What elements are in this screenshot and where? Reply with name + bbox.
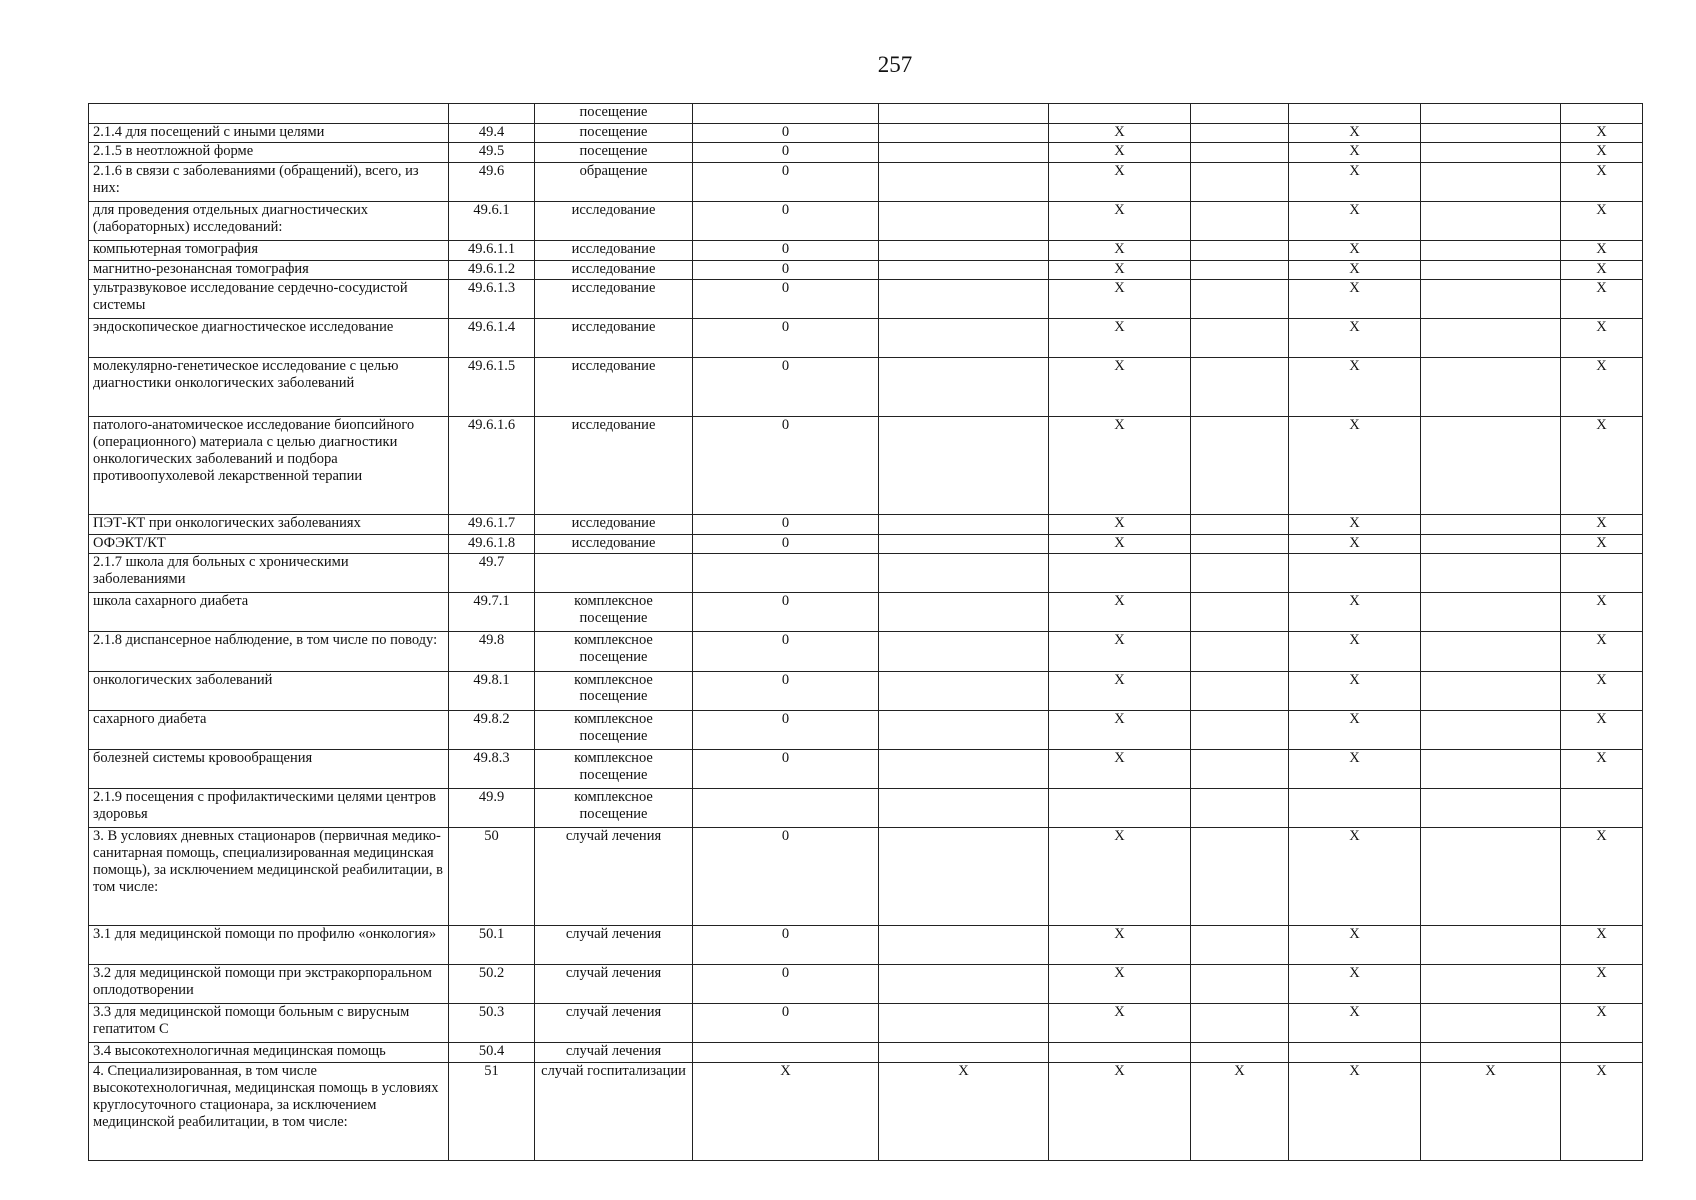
unit-of-measure: [535, 554, 693, 593]
value-cell: X: [1049, 162, 1191, 201]
value-cell: [879, 554, 1049, 593]
value-cell: [1191, 828, 1289, 926]
value-cell: [879, 514, 1049, 534]
unit-of-measure: случай лечения: [535, 1043, 693, 1063]
row-code: 50: [449, 828, 535, 926]
value-cell: [1421, 260, 1561, 280]
indicator-name: ПЭТ-КТ при онкологических заболеваниях: [89, 514, 449, 534]
unit-of-measure: исследование: [535, 240, 693, 260]
value-cell: X: [1289, 201, 1421, 240]
value-cell: [1191, 632, 1289, 671]
value-cell: [1191, 788, 1289, 827]
value-cell: [1191, 358, 1289, 417]
value-cell: X: [1561, 201, 1643, 240]
value-cell: [879, 201, 1049, 240]
value-cell: [879, 749, 1049, 788]
row-code: [449, 104, 535, 124]
value-cell: [1049, 788, 1191, 827]
value-cell: [1289, 104, 1421, 124]
value-cell: [1191, 554, 1289, 593]
row-code: 49.4: [449, 123, 535, 143]
value-cell: X: [1561, 593, 1643, 632]
indicator-name: 2.1.7 школа для больных с хроническими заболеваниями: [89, 554, 449, 593]
row-code: 50.3: [449, 1004, 535, 1043]
unit-of-measure: случай госпитализации: [535, 1062, 693, 1160]
value-cell: [1421, 417, 1561, 515]
value-cell: [1191, 104, 1289, 124]
indicator-name: болезней системы кровообращения: [89, 749, 449, 788]
table-row: [89, 534, 1643, 554]
value-cell: X: [1561, 965, 1643, 1004]
value-cell: X: [1289, 123, 1421, 143]
value-cell: [879, 280, 1049, 319]
row-code: 49.6.1: [449, 201, 535, 240]
unit-of-measure: комплексное посещение: [535, 749, 693, 788]
value-cell: 0: [693, 965, 879, 1004]
value-cell: X: [1049, 749, 1191, 788]
unit-of-measure: исследование: [535, 260, 693, 280]
data-table: [88, 103, 1643, 1161]
table-row: [89, 358, 1643, 417]
value-cell: [879, 319, 1049, 358]
value-cell: X: [1049, 710, 1191, 749]
row-code: 49.6.1.2: [449, 260, 535, 280]
table-row: [89, 671, 1643, 710]
indicator-name: патолого-анатомическое исследование биопсийного (операционного) материала с целью диагностики онкологических заболеваний и подбора противоопухолевой лекарственной терапии: [89, 417, 449, 515]
value-cell: [1421, 514, 1561, 534]
row-code: 49.6: [449, 162, 535, 201]
indicator-name: молекулярно-генетическое исследование с целью диагностики онкологических заболеваний: [89, 358, 449, 417]
indicator-name: сахарного диабета: [89, 710, 449, 749]
value-cell: [879, 1004, 1049, 1043]
indicator-name: 2.1.6 в связи с заболеваниями (обращений), всего, из них:: [89, 162, 449, 201]
value-cell: [693, 788, 879, 827]
indicator-name: 2.1.5 в неотложной форме: [89, 143, 449, 163]
indicator-name: компьютерная томография: [89, 240, 449, 260]
table-row: [89, 554, 1643, 593]
value-cell: X: [1561, 710, 1643, 749]
value-cell: [1191, 240, 1289, 260]
row-code: 50.1: [449, 925, 535, 964]
indicator-name: школа сахарного диабета: [89, 593, 449, 632]
value-cell: X: [1561, 162, 1643, 201]
value-cell: [1421, 554, 1561, 593]
value-cell: [879, 104, 1049, 124]
value-cell: X: [1289, 671, 1421, 710]
value-cell: [1421, 104, 1561, 124]
value-cell: X: [1049, 143, 1191, 163]
value-cell: [1191, 514, 1289, 534]
indicator-name: 3.3 для медицинской помощи больным с вирусным гепатитом С: [89, 1004, 449, 1043]
value-cell: X: [1289, 1004, 1421, 1043]
indicator-name: 2.1.8 диспансерное наблюдение, в том числе по поводу:: [89, 632, 449, 671]
value-cell: [879, 593, 1049, 632]
value-cell: [1191, 671, 1289, 710]
value-cell: [1421, 788, 1561, 827]
value-cell: [1421, 1004, 1561, 1043]
value-cell: 0: [693, 240, 879, 260]
value-cell: [1049, 1043, 1191, 1063]
unit-of-measure: посещение: [535, 123, 693, 143]
value-cell: [1421, 710, 1561, 749]
indicator-name: 2.1.9 посещения с профилактическими целями центров здоровья: [89, 788, 449, 827]
value-cell: X: [1289, 240, 1421, 260]
value-cell: [693, 104, 879, 124]
value-cell: [1289, 554, 1421, 593]
value-cell: [1421, 162, 1561, 201]
unit-of-measure: исследование: [535, 534, 693, 554]
value-cell: [879, 710, 1049, 749]
unit-of-measure: комплексное посещение: [535, 710, 693, 749]
value-cell: [1421, 123, 1561, 143]
indicator-name: 2.1.4 для посещений с иными целями: [89, 123, 449, 143]
table-row: [89, 240, 1643, 260]
value-cell: X: [1561, 632, 1643, 671]
value-cell: [879, 671, 1049, 710]
value-cell: X: [1561, 358, 1643, 417]
row-code: 49.6.1.7: [449, 514, 535, 534]
value-cell: X: [1049, 514, 1191, 534]
value-cell: X: [1561, 749, 1643, 788]
table-row: [89, 104, 1643, 124]
row-code: 49.8.3: [449, 749, 535, 788]
value-cell: X: [1049, 201, 1191, 240]
value-cell: X: [1049, 632, 1191, 671]
value-cell: X: [1561, 534, 1643, 554]
row-code: 49.6.1.4: [449, 319, 535, 358]
value-cell: [1049, 554, 1191, 593]
value-cell: [1049, 104, 1191, 124]
unit-of-measure: посещение: [535, 104, 693, 124]
value-cell: X: [1049, 593, 1191, 632]
value-cell: [1421, 671, 1561, 710]
row-code: 49.8.1: [449, 671, 535, 710]
value-cell: X: [1289, 319, 1421, 358]
indicator-name: 3.1 для медицинской помощи по профилю «онкология»: [89, 925, 449, 964]
value-cell: X: [1289, 417, 1421, 515]
table-row: [89, 632, 1643, 671]
value-cell: [1191, 162, 1289, 201]
indicator-name: 4. Специализированная, в том числе высокотехнологичная, медицинская помощь в условиях круглосуточного стационара, за исключением медицинской реабилитации, в том числе:: [89, 1062, 449, 1160]
value-cell: [1421, 965, 1561, 1004]
value-cell: X: [1561, 280, 1643, 319]
indicator-name: онкологических заболеваний: [89, 671, 449, 710]
unit-of-measure: комплексное посещение: [535, 632, 693, 671]
value-cell: 0: [693, 534, 879, 554]
value-cell: 0: [693, 925, 879, 964]
value-cell: [1191, 925, 1289, 964]
value-cell: X: [1561, 671, 1643, 710]
value-cell: X: [1289, 965, 1421, 1004]
value-cell: X: [1561, 260, 1643, 280]
row-code: 49.6.1.1: [449, 240, 535, 260]
row-code: 49.8.2: [449, 710, 535, 749]
value-cell: X: [1289, 828, 1421, 926]
table-row: [89, 1004, 1643, 1043]
row-code: 49.6.1.6: [449, 417, 535, 515]
unit-of-measure: посещение: [535, 143, 693, 163]
value-cell: [1561, 788, 1643, 827]
value-cell: X: [1049, 534, 1191, 554]
row-code: 49.5: [449, 143, 535, 163]
table-row: [89, 319, 1643, 358]
row-code: 49.6.1.3: [449, 280, 535, 319]
value-cell: X: [1049, 925, 1191, 964]
value-cell: 0: [693, 749, 879, 788]
table-row: [89, 417, 1643, 515]
value-cell: 0: [693, 162, 879, 201]
value-cell: [879, 1043, 1049, 1063]
value-cell: [693, 1043, 879, 1063]
row-code: 50.4: [449, 1043, 535, 1063]
value-cell: 0: [693, 280, 879, 319]
value-cell: 0: [693, 632, 879, 671]
value-cell: 0: [693, 417, 879, 515]
value-cell: X: [1049, 358, 1191, 417]
value-cell: X: [1289, 593, 1421, 632]
value-cell: [1421, 240, 1561, 260]
table-row: [89, 593, 1643, 632]
unit-of-measure: случай лечения: [535, 965, 693, 1004]
unit-of-measure: комплексное посещение: [535, 593, 693, 632]
value-cell: X: [693, 1062, 879, 1160]
value-cell: X: [1289, 710, 1421, 749]
value-cell: [879, 828, 1049, 926]
unit-of-measure: обращение: [535, 162, 693, 201]
value-cell: 0: [693, 593, 879, 632]
value-cell: X: [1049, 280, 1191, 319]
table-row: [89, 965, 1643, 1004]
value-cell: [1191, 123, 1289, 143]
table-row: [89, 710, 1643, 749]
table-row: [89, 162, 1643, 201]
value-cell: X: [1191, 1062, 1289, 1160]
value-cell: X: [1561, 828, 1643, 926]
indicator-name: 3. В условиях дневных стационаров (первичная медико-санитарная помощь, специализированная медицинская помощь), за исключением медицинской реабилитации, в том числе:: [89, 828, 449, 926]
table-row: [89, 123, 1643, 143]
value-cell: [1421, 358, 1561, 417]
unit-of-measure: случай лечения: [535, 1004, 693, 1043]
value-cell: [1289, 1043, 1421, 1063]
value-cell: [1191, 710, 1289, 749]
unit-of-measure: случай лечения: [535, 828, 693, 926]
value-cell: [1191, 534, 1289, 554]
value-cell: [879, 162, 1049, 201]
unit-of-measure: исследование: [535, 280, 693, 319]
value-cell: [1561, 554, 1643, 593]
value-cell: 0: [693, 123, 879, 143]
indicator-name: эндоскопическое диагностическое исследование: [89, 319, 449, 358]
unit-of-measure: комплексное посещение: [535, 671, 693, 710]
value-cell: [1191, 593, 1289, 632]
value-cell: [1191, 143, 1289, 163]
value-cell: [1421, 319, 1561, 358]
value-cell: [1289, 788, 1421, 827]
value-cell: X: [1289, 534, 1421, 554]
unit-of-measure: случай лечения: [535, 925, 693, 964]
value-cell: [693, 554, 879, 593]
value-cell: 0: [693, 358, 879, 417]
value-cell: [879, 788, 1049, 827]
value-cell: [879, 925, 1049, 964]
value-cell: [1421, 143, 1561, 163]
value-cell: X: [1049, 260, 1191, 280]
value-cell: X: [1289, 143, 1421, 163]
value-cell: [1421, 201, 1561, 240]
value-cell: [1561, 1043, 1643, 1063]
value-cell: X: [1561, 123, 1643, 143]
row-code: 49.7: [449, 554, 535, 593]
value-cell: X: [1561, 1004, 1643, 1043]
indicator-name: ультразвуковое исследование сердечно-сосудистой системы: [89, 280, 449, 319]
row-code: 49.7.1: [449, 593, 535, 632]
value-cell: X: [1049, 240, 1191, 260]
value-cell: X: [1049, 671, 1191, 710]
value-cell: [1421, 593, 1561, 632]
table-row: [89, 828, 1643, 926]
value-cell: X: [1289, 749, 1421, 788]
value-cell: [879, 240, 1049, 260]
value-cell: [1191, 319, 1289, 358]
value-cell: X: [1561, 319, 1643, 358]
value-cell: X: [1561, 514, 1643, 534]
indicator-name: магнитно-резонансная томография: [89, 260, 449, 280]
table-row: [89, 260, 1643, 280]
value-cell: [879, 534, 1049, 554]
value-cell: X: [1049, 965, 1191, 1004]
value-cell: X: [1049, 417, 1191, 515]
table-row: [89, 1043, 1643, 1063]
table-row: [89, 201, 1643, 240]
value-cell: X: [1289, 1062, 1421, 1160]
value-cell: [1191, 260, 1289, 280]
value-cell: 0: [693, 671, 879, 710]
value-cell: [879, 358, 1049, 417]
value-cell: 0: [693, 710, 879, 749]
unit-of-measure: комплексное посещение: [535, 788, 693, 827]
row-code: 49.8: [449, 632, 535, 671]
value-cell: X: [1049, 1004, 1191, 1043]
row-code: 51: [449, 1062, 535, 1160]
value-cell: X: [1561, 925, 1643, 964]
value-cell: X: [1289, 260, 1421, 280]
value-cell: X: [1289, 358, 1421, 417]
value-cell: X: [1561, 1062, 1643, 1160]
value-cell: X: [1561, 417, 1643, 515]
indicator-name: 3.4 высокотехнологичная медицинская помощь: [89, 1043, 449, 1063]
value-cell: X: [1289, 925, 1421, 964]
value-cell: X: [1561, 240, 1643, 260]
value-cell: 0: [693, 201, 879, 240]
value-cell: X: [1049, 828, 1191, 926]
unit-of-measure: исследование: [535, 417, 693, 515]
value-cell: X: [1049, 123, 1191, 143]
row-code: 49.6.1.5: [449, 358, 535, 417]
value-cell: 0: [693, 319, 879, 358]
value-cell: [1421, 828, 1561, 926]
value-cell: [1191, 201, 1289, 240]
value-cell: X: [1289, 162, 1421, 201]
value-cell: [1191, 1004, 1289, 1043]
indicator-name: ОФЭКТ/КТ: [89, 534, 449, 554]
row-code: 50.2: [449, 965, 535, 1004]
table-row: [89, 788, 1643, 827]
value-cell: [1421, 534, 1561, 554]
value-cell: 0: [693, 260, 879, 280]
value-cell: [1191, 965, 1289, 1004]
value-cell: [1561, 104, 1643, 124]
value-cell: X: [1049, 319, 1191, 358]
value-cell: [879, 143, 1049, 163]
value-cell: [1421, 925, 1561, 964]
value-cell: [1421, 1043, 1561, 1063]
value-cell: [1421, 632, 1561, 671]
value-cell: X: [1421, 1062, 1561, 1160]
value-cell: 0: [693, 143, 879, 163]
unit-of-measure: исследование: [535, 358, 693, 417]
table-body: [89, 104, 1643, 1161]
indicator-name: для проведения отдельных диагностических (лабораторных) исследований:: [89, 201, 449, 240]
value-cell: 0: [693, 514, 879, 534]
page-number: 257: [877, 52, 913, 77]
row-code: 49.9: [449, 788, 535, 827]
value-cell: [1191, 417, 1289, 515]
value-cell: [879, 417, 1049, 515]
table-row: [89, 925, 1643, 964]
indicator-name: [89, 104, 449, 124]
unit-of-measure: исследование: [535, 319, 693, 358]
value-cell: X: [1289, 632, 1421, 671]
value-cell: X: [1049, 1062, 1191, 1160]
unit-of-measure: исследование: [535, 514, 693, 534]
value-cell: X: [1289, 280, 1421, 319]
row-code: 49.6.1.8: [449, 534, 535, 554]
value-cell: [1421, 280, 1561, 319]
value-cell: [879, 965, 1049, 1004]
indicator-name: 3.2 для медицинской помощи при экстракорпоральном оплодотворении: [89, 965, 449, 1004]
table-row: [89, 514, 1643, 534]
value-cell: [1191, 749, 1289, 788]
unit-of-measure: исследование: [535, 201, 693, 240]
table-row: [89, 280, 1643, 319]
table-row: [89, 1062, 1643, 1160]
value-cell: [879, 632, 1049, 671]
value-cell: [879, 260, 1049, 280]
table-row: [89, 749, 1643, 788]
value-cell: 0: [693, 1004, 879, 1043]
value-cell: [1421, 749, 1561, 788]
value-cell: [879, 123, 1049, 143]
value-cell: X: [1561, 143, 1643, 163]
table-row: [89, 143, 1643, 163]
value-cell: X: [1289, 514, 1421, 534]
value-cell: X: [879, 1062, 1049, 1160]
value-cell: [1191, 1043, 1289, 1063]
value-cell: 0: [693, 828, 879, 926]
value-cell: [1191, 280, 1289, 319]
